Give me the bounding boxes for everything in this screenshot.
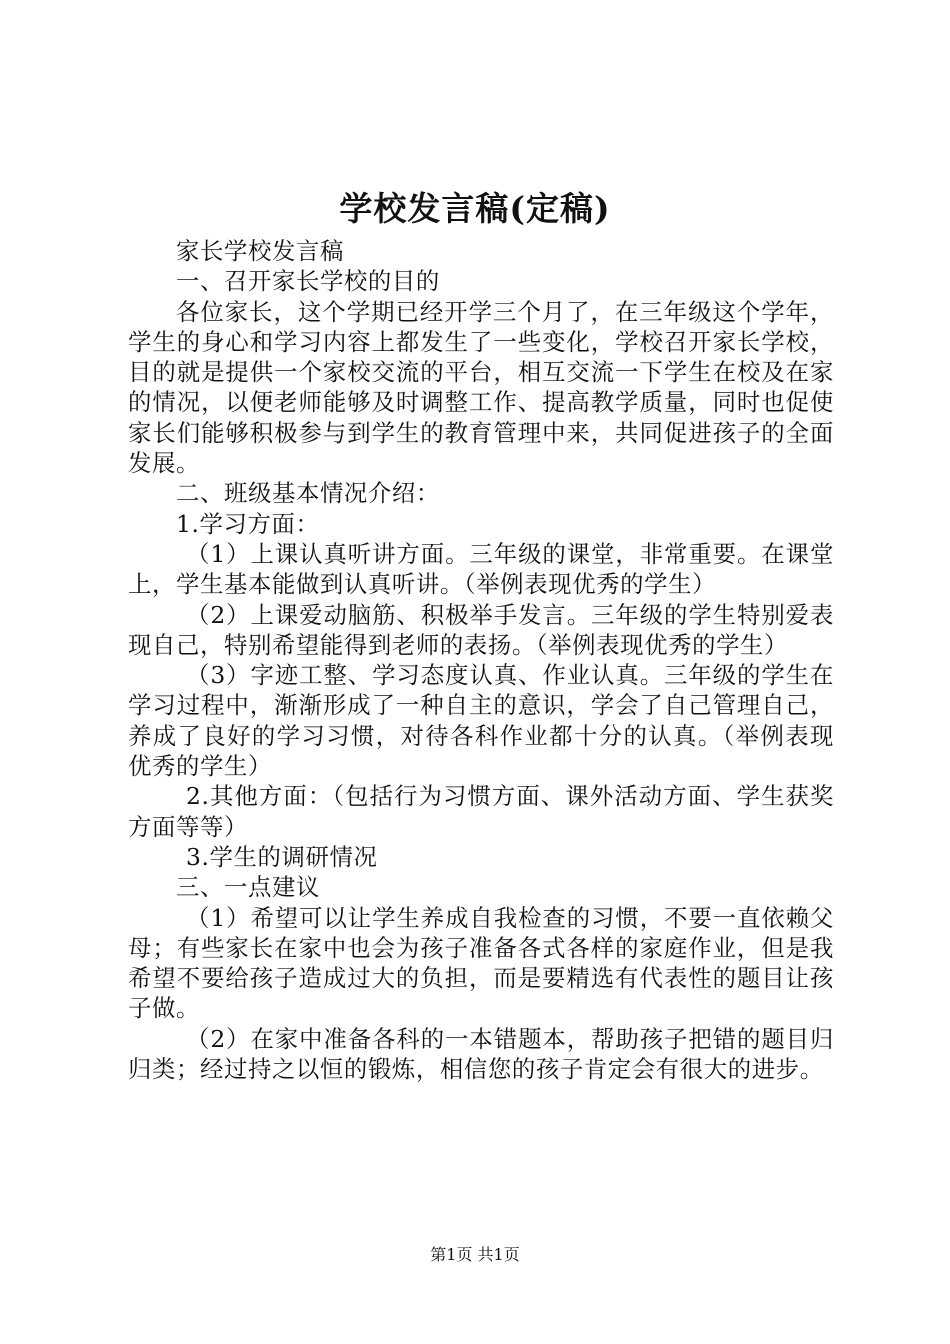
section-heading: 二、班级基本情况介绍：: [176, 479, 440, 508]
list-item: （1）希望可以让学生养成自我检查的习惯，不要一直依赖父母；有些家长在家中也会为孩子准备各式各样的家庭作业，但是我希望不要给孩子造成过大的负担，而是要精选有代表性的题目让孩子做。: [128, 903, 834, 1023]
list-item: （2）上课爱动脑筋、积极举手发言。三年级的学生特别爱表现自己，特别希望能得到老师的表扬。（举例表现优秀的学生）: [128, 600, 834, 659]
paragraph: 家长学校发言稿: [176, 237, 344, 265]
paragraph: 各位家长，这个学期已经开学三个月了，在三年级这个学年，学生的身心和学习内容上都发生了一些变化，学校召开家长学校，目的就是提供一个家校交流的平台，相互交流一下学生在校及在家的情况，以便老师能够及时调整工作、提高教学质量，同时也促使家长们能够积极参与到学生的教育管理中来，共同促进孩子的全面发展。: [128, 297, 834, 478]
sub-heading: 1.学习方面：: [176, 509, 320, 538]
list-item: （3）字迹工整、学习态度认真、作业认真。三年级的学生在学习过程中，渐渐形成了一种自主的意识，学会了自己管理自己，养成了良好的学习习惯，对待各科作业都十分的认真。（举例表现优秀的学生）: [128, 661, 834, 781]
document-body: [128, 236, 834, 1084]
section-heading: 一、召开家长学校的目的: [176, 267, 440, 296]
list-item: （1）上课认真听讲方面。三年级的课堂，非常重要。在课堂上，学生基本能做到认真听讲。（举例表现优秀的学生）: [128, 539, 834, 599]
sub-heading: 3.学生的调研情况: [186, 842, 378, 871]
document-title: 学校发言稿(定稿): [339, 189, 611, 228]
list-item: （2）在家中准备各科的一本错题本，帮助孩子把错的题目归归类；经过持之以恒的锻炼，相信您的孩子肯定会有很大的进步。: [128, 1024, 834, 1084]
sub-heading: 2.其他方面：（包括行为习惯方面、课外活动方面、学生获奖方面等等）: [128, 782, 834, 841]
page-footer: 第1页 共1页: [430, 1245, 520, 1264]
section-heading: 三、一点建议: [176, 873, 320, 902]
